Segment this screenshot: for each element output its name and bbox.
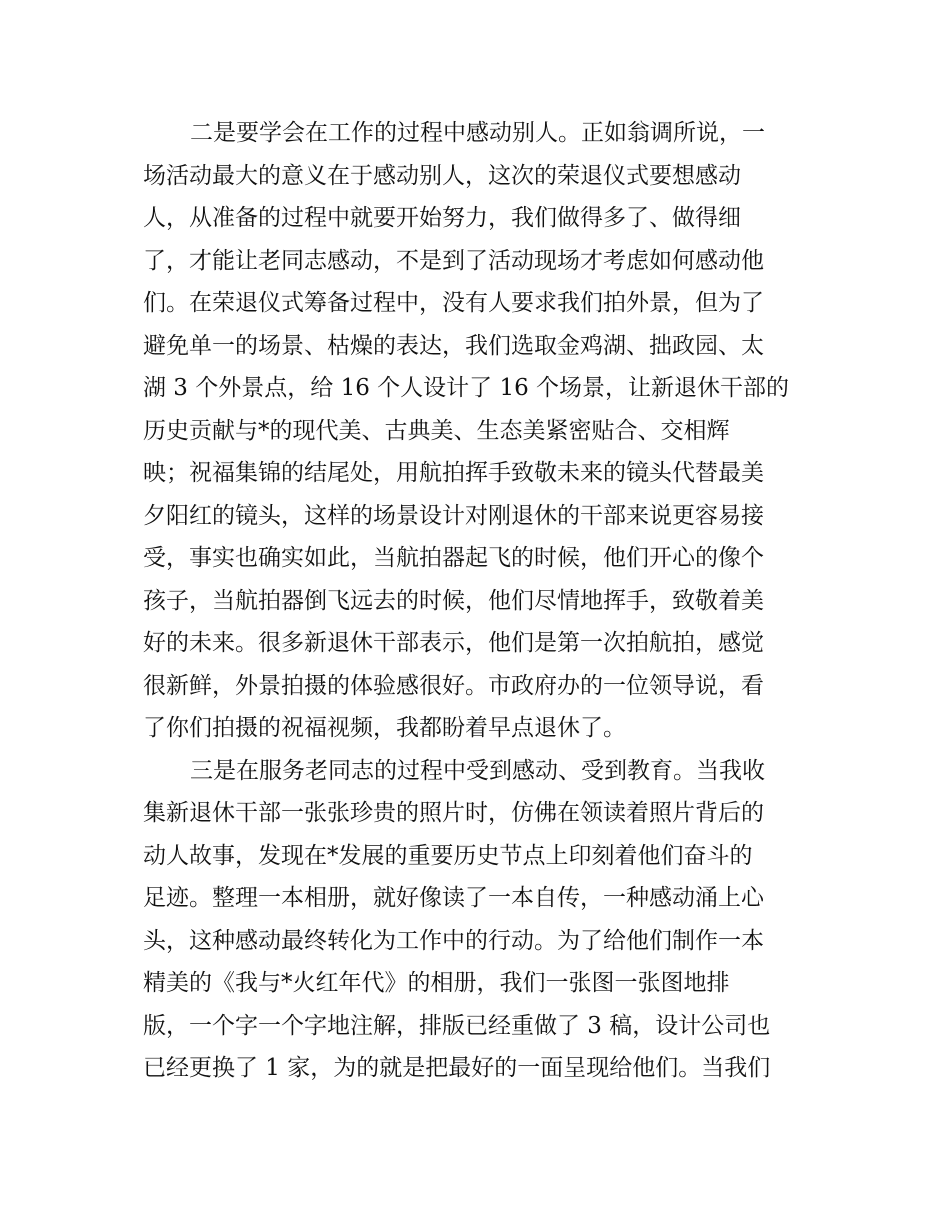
paragraph-line: 了，才能让老同志感动，不是到了活动现场才考虑如何感动他 [143, 247, 764, 274]
paragraph-line: 已经更换了 1 家，为的就是把最好的一面呈现给他们。当我们 [143, 1055, 771, 1081]
paragraph-line: 精美的《我与*火红年代》的相册，我们一张图一张图地排 [143, 970, 730, 996]
paragraph-line: 很新鲜，外景拍摄的体验感很好。市政府办的一位领导说，看 [143, 672, 764, 699]
paragraph-line: 们。在荣退仪式筹备过程中，没有人要求我们拍外景，但为了 [143, 290, 764, 316]
paragraph-line: 避免单一的场景、枯燥的表达，我们选取金鸡湖、拙政园、太 [143, 332, 764, 359]
paragraph-line: 场活动最大的意义在于感动别人，这次的荣退仪式要想感动 [143, 162, 741, 189]
paragraph-line: 孩子，当航拍器倒飞远去的时候，他们尽情地挥手，致敬着美 [143, 587, 764, 614]
paragraph-line: 二是要学会在工作的过程中感动别人。正如翁调所说，一 [190, 120, 765, 146]
paragraph-line: 湖 3 个外景点，给 16 个人设计了 16 个场景，让新退休干部的 [143, 375, 790, 401]
paragraph-line: 了你们拍摄的祝福视频，我都盼着早点退休了。 [143, 715, 626, 741]
document-body [143, 112, 823, 1090]
paragraph-line: 头，这种感动最终转化为工作中的行动。为了给他们制作一本 [143, 927, 764, 954]
paragraph-line: 集新退休干部一张张珍贵的照片时，仿佛在领读着照片背后的 [143, 800, 764, 826]
paragraph-line: 人，从准备的过程中就要开始努力，我们做得多了、做得细 [143, 205, 741, 231]
paragraph-line: 足迹。整理一本相册，就好像读了一本自传，一种感动涌上心 [143, 885, 764, 911]
paragraph-line: 受，事实也确实如此，当航拍器起飞的时候，他们开心的像个 [143, 545, 764, 571]
paragraph-line: 历史贡献与*的现代美、古典美、生态美紧密贴合、交相辉 [143, 417, 730, 444]
paragraph-line: 动人故事，发现在*发展的重要历史节点上印刻着他们奋斗的 [143, 842, 753, 869]
paragraph-line: 三是在服务老同志的过程中受到感动、受到教育。当我收 [190, 757, 765, 784]
paragraph-line: 版，一个字一个字地注解，排版已经重做了 3 稿，设计公司也 [143, 1012, 771, 1039]
paragraph-three-being-moved [143, 750, 823, 1090]
paragraph-two-moving-others [143, 112, 823, 750]
paragraph-line: 映；祝福集锦的结尾处，用航拍挥手致敬未来的镜头代替最美 [143, 460, 764, 486]
paragraph-line: 夕阳红的镜头，这样的场景设计对刚退休的干部来说更容易接 [143, 502, 764, 529]
paragraph-line: 好的未来。很多新退休干部表示，他们是第一次拍航拍，感觉 [143, 630, 764, 656]
